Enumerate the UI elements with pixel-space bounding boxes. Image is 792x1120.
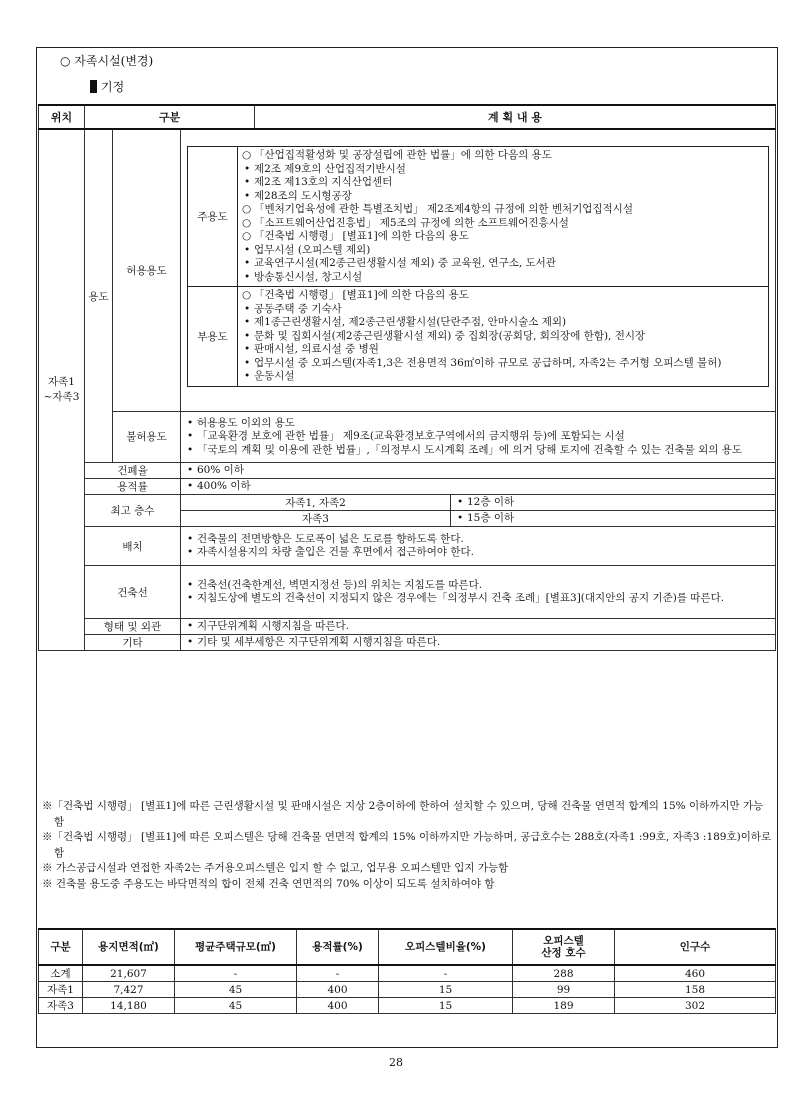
- form-content: [181, 619, 776, 635]
- stats-cell: -: [175, 965, 297, 982]
- notes-block: [42, 799, 772, 892]
- form-value: • 지구단위계획 시행지침을 따른다.: [185, 620, 771, 634]
- form-label: 형태 및 외관: [85, 619, 181, 635]
- stats-cell: 189: [513, 998, 615, 1014]
- stats-cell: 7,427: [83, 982, 175, 998]
- layout-item: • 건축물의 전면방향은 도로폭이 넓은 도로를 향하도록 한다.: [185, 533, 771, 547]
- plan-table: [38, 104, 776, 651]
- section-title: ○ 자족시설(변경): [60, 54, 154, 68]
- table-row: [39, 982, 776, 998]
- stats-cell: -: [379, 965, 513, 982]
- sub-use-item: • 제1종근린생활시설, 제2종근린생활시설(단란주점, 안마시술소 제외): [242, 316, 764, 330]
- sub-use-label: 부용도: [188, 287, 238, 387]
- subsection-label: 기정: [101, 80, 125, 94]
- height-value-1: • 12층 이하: [455, 496, 771, 510]
- stats-cell: 460: [615, 965, 776, 982]
- main-use-item: • 제28조의 도시형공장: [242, 190, 764, 204]
- main-use-item: • 교육연구시설(제2종근린생활시설 제외) 중 교육원, 연구소, 도서관: [242, 257, 764, 271]
- main-use-content: [238, 147, 769, 287]
- stats-cell: -: [297, 965, 379, 982]
- etc-label: 기타: [85, 635, 181, 651]
- sub-use-item: • 업무시설 중 오피스텔(자족1,3은 전용면적 36㎡이하 규모로 공급하며, 자족2는 주거형 오피스텔 불허): [242, 357, 764, 371]
- permitted-content: [181, 129, 776, 411]
- note-item: ※ 가스공급시설과 연접한 자족2는 주거용오피스텔은 입지 할 수 없고, 업무용 오피스텔만 입지 가능함: [42, 862, 509, 874]
- stats-cell: 소계: [39, 965, 83, 982]
- main-use-item: ○ 「벤처기업육성에 관한 특별조치법」 제2조제4항의 규정에 의한 벤처기업집적시설: [242, 203, 764, 217]
- building-line-list: [181, 577, 775, 608]
- stats-cell: 400: [297, 998, 379, 1014]
- page-number: 28: [389, 1056, 403, 1069]
- main-use-item: • 제2조 제9호의 산업집적기반시설: [242, 163, 764, 177]
- table-row: [39, 998, 776, 1014]
- stats-cell: 45: [175, 998, 297, 1014]
- prohibited-content: [181, 411, 776, 463]
- stats-cell: 45: [175, 982, 297, 998]
- layout-item: • 자족시설용지의 차량 출입은 건물 후면에서 접근하여야 한다.: [185, 546, 771, 560]
- layout-label: 배치: [85, 527, 181, 566]
- header-content: 계 획 내 용: [255, 105, 776, 129]
- stats-cell: 자족3: [39, 998, 83, 1014]
- etc-content: [181, 635, 776, 651]
- etc-value: • 기타 및 세부세항은 지구단위계획 시행지침을 따른다.: [185, 636, 771, 650]
- prohibited-item: • 「국토의 계획 및 이용에 관한 법률」,「의정부시 도시계획 조례」에 의거 당해 토지에 건축할 수 있는 건축물 외의 용도: [185, 444, 771, 458]
- sub-use-item: • 공동주택 중 기숙사: [242, 303, 764, 317]
- header-category: 구분: [85, 105, 255, 129]
- stats-table: [38, 928, 776, 1014]
- table-row: [39, 965, 776, 982]
- stats-cell: 400: [297, 982, 379, 998]
- stats-cell: 302: [615, 998, 776, 1014]
- coverage-content: [181, 463, 776, 479]
- height-zone-2: 자족3: [181, 511, 451, 527]
- prohibited-item: • 허용용도 이외의 용도: [185, 417, 771, 431]
- sub-use-item: • 문화 및 집회시설(제2종근린생활시설 제외) 중 집회장(공회당, 회의장에 한함), 전시장: [242, 330, 764, 344]
- prohibited-label: 불허용도: [113, 411, 181, 463]
- stats-cell: 158: [615, 982, 776, 998]
- main-use-item: ○ 「소프트웨어산업진흥법」 제5조의 규정에 의한 소프트웨어진흥시설: [242, 217, 764, 231]
- stats-header: 구분: [39, 929, 83, 965]
- sub-use-item: ○ 「건축법 시행령」 [별표1]에 의한 다음의 용도: [242, 289, 764, 303]
- stats-header: 오피스텔비율(%): [379, 929, 513, 965]
- permitted-label: 허용용도: [113, 129, 181, 411]
- main-use-item: • 업무시설 (오피스텔 제외): [242, 244, 764, 258]
- main-use-item: ○ 「건축법 시행령」 [별표1]에 의한 다음의 용도: [242, 230, 764, 244]
- sub-use-list: [238, 287, 768, 386]
- building-line-item: • 지침도상에 별도의 건축선이 지정되지 않은 경우에는「의정부시 건축 조례」[별표3](대지안의 공지 기준)를 따른다.: [185, 592, 771, 606]
- sub-use-item: • 운동시설: [242, 370, 764, 384]
- height-value-2: • 15층 이하: [455, 512, 771, 526]
- height-label: 최고 층수: [85, 495, 181, 527]
- coverage-value: • 60% 이하: [185, 464, 771, 478]
- sub-use-content: [238, 287, 769, 387]
- height-value-2-cell: [451, 511, 776, 527]
- stats-header: 오피스텔 산정 호수: [513, 929, 615, 965]
- layout-list: [181, 531, 775, 562]
- note-item: ※ 건축물 용도중 주용도는 바닥면적의 합이 전체 건축 연면적의 70% 이상이 되도록 설치하여야 함: [42, 877, 495, 890]
- stats-header: 평균주택규모(㎡): [175, 929, 297, 965]
- location-cell: 자족1 ~자족3: [39, 129, 85, 651]
- stats-cell: 288: [513, 965, 615, 982]
- main-use-list: [238, 147, 768, 286]
- permitted-inner-table: [187, 146, 769, 387]
- far-content: [181, 479, 776, 495]
- building-line-content: [181, 566, 776, 619]
- note-item: ※「건축법 시행령」 [별표1]에 따른 근린생활시설 및 판매시설은 지상 2층이하에 한하여 설치할 수 있으며, 당해 건축물 연면적 합계의 15% 이하까지만 가능함: [42, 800, 764, 828]
- main-use-item: ○ 「산업집적활성화 및 공장설립에 관한 법률」에 의한 다음의 용도: [242, 149, 764, 163]
- sub-use-item: • 판매시설, 의료시설 중 병원: [242, 343, 764, 357]
- height-value-1-cell: [451, 495, 776, 511]
- far-label: 용적률: [85, 479, 181, 495]
- layout-content: [181, 527, 776, 566]
- square-bullet-icon: [90, 80, 97, 93]
- main-use-item: • 제2조 제13호의 지식산업센터: [242, 176, 764, 190]
- subsection-title: [90, 78, 124, 95]
- stats-cell: 21,607: [83, 965, 175, 982]
- far-value: • 400% 이하: [185, 480, 771, 494]
- stats-header: 용적률(%): [297, 929, 379, 965]
- stats-header: 용지면적(㎡): [83, 929, 175, 965]
- main-use-item: • 방송통신시설, 창고시설: [242, 271, 764, 285]
- use-label: 용도: [85, 129, 113, 463]
- header-location: 위치: [39, 105, 85, 129]
- height-zone-1: 자족1, 자족2: [181, 495, 451, 511]
- building-line-item: • 건축선(건축한계선, 벽면지정선 등)의 위치는 지침도를 따른다.: [185, 579, 771, 593]
- stats-cell: 15: [379, 982, 513, 998]
- prohibited-list: [181, 412, 775, 463]
- coverage-label: 건폐율: [85, 463, 181, 479]
- prohibited-item: • 「교육환경 보호에 관한 법률」 제9조(교육환경보호구역에서의 금지행위 등)에 포함되는 시설: [185, 430, 771, 444]
- stats-cell: 99: [513, 982, 615, 998]
- stats-cell: 자족1: [39, 982, 83, 998]
- stats-cell: 15: [379, 998, 513, 1014]
- building-line-label: 건축선: [85, 566, 181, 619]
- stats-cell: 14,180: [83, 998, 175, 1014]
- stats-header: 인구수: [615, 929, 776, 965]
- note-item: ※「건축법 시행령」 [별표1]에 따른 오피스텔은 당해 건축물 연면적 합계의 15% 이하까지만 가능하며, 공급호수는 288호(자족1 :99호, 자족3 :189호)이하로 함: [42, 831, 772, 859]
- main-use-label: 주용도: [188, 147, 238, 287]
